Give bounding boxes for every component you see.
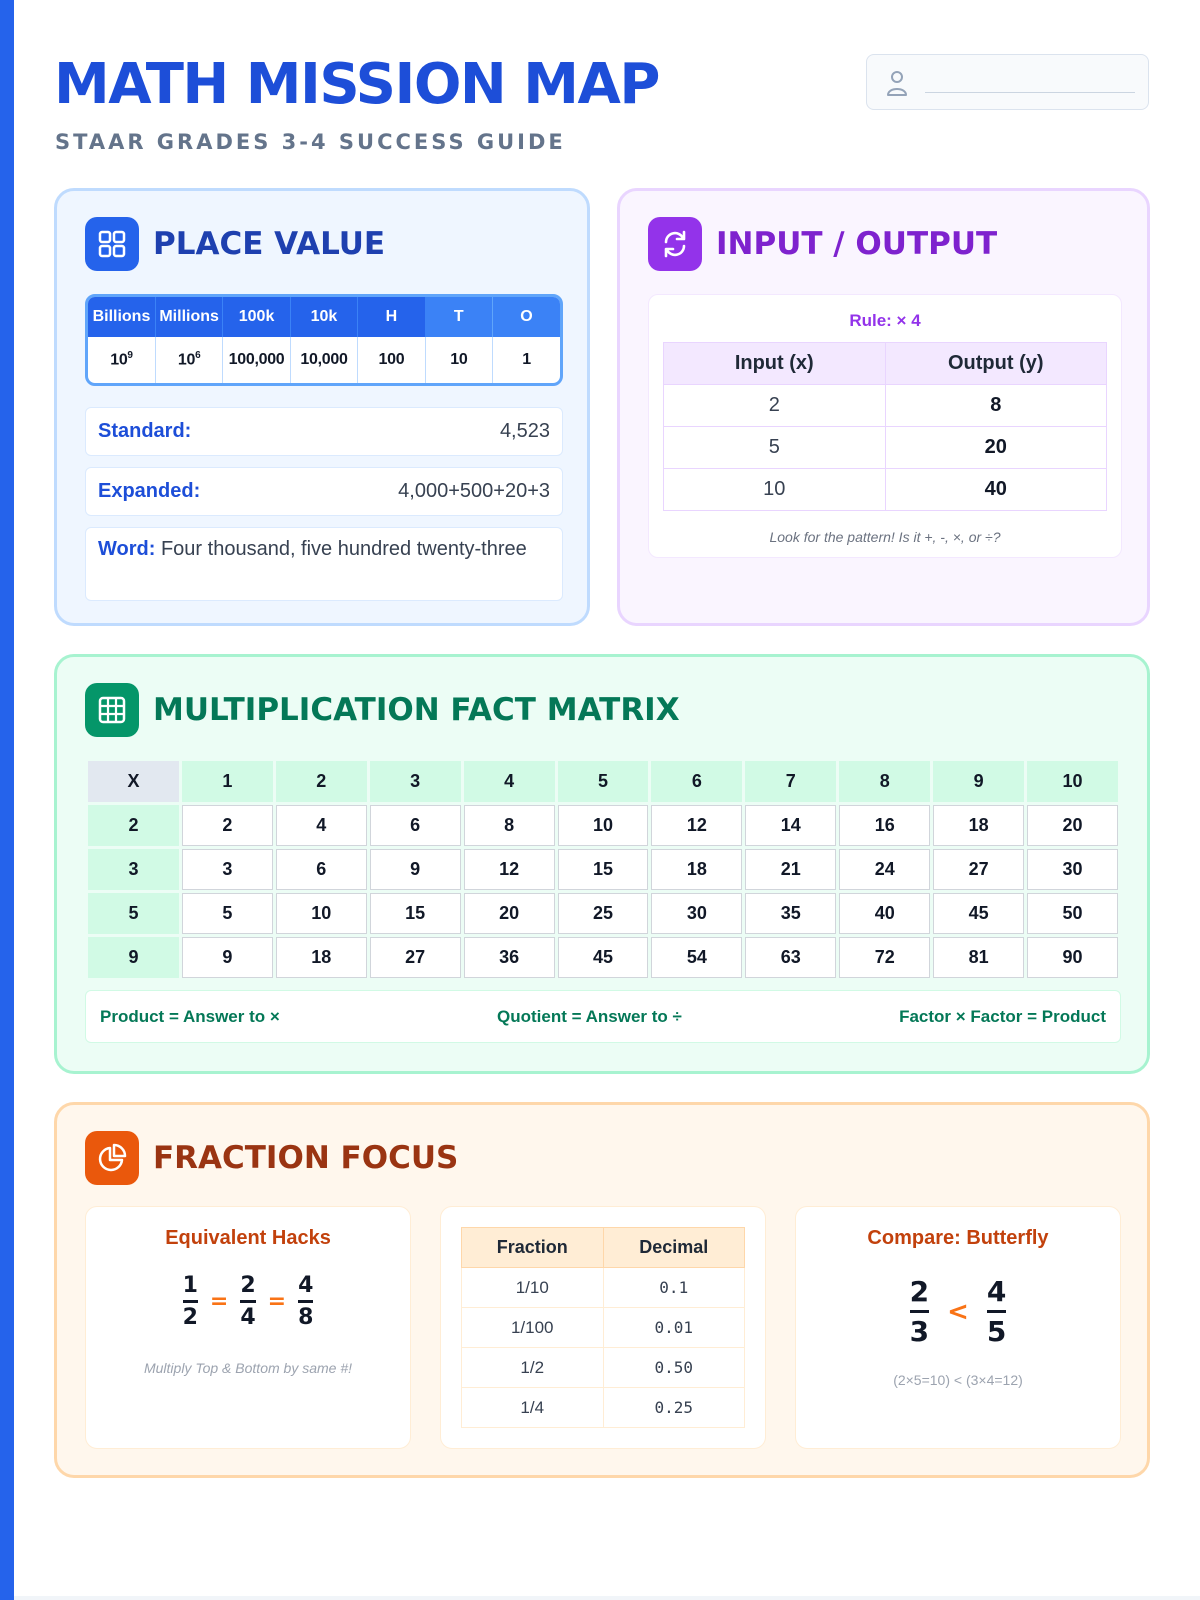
input-cell: 10 (664, 469, 886, 511)
expanded-value: 4,000+500+20+3 (398, 480, 550, 502)
page-title: MATH MISSION MAP (54, 52, 659, 117)
grid-row-header: 9 (88, 937, 179, 978)
product-cell: 18 (276, 937, 367, 978)
product-cell: 10 (558, 805, 649, 846)
product-cell: 45 (558, 937, 649, 978)
product-cell: 20 (464, 893, 555, 934)
refresh-arrows-icon (648, 217, 702, 271)
factor-definition: Factor × Factor = Product (899, 1006, 1106, 1026)
equivalent-fraction-row (86, 1273, 410, 1330)
product-cell: 21 (745, 849, 836, 890)
place-value-cell: $10^9$ (88, 337, 155, 383)
input-output-card (617, 188, 1150, 626)
equals-sign: = (209, 1289, 229, 1314)
grid-column-header: 2 (276, 761, 367, 802)
table-row (664, 469, 1107, 511)
product-cell: 16 (839, 805, 930, 846)
fraction-decimal-table (461, 1227, 745, 1428)
product-cell: 15 (558, 849, 649, 890)
place-value-cell: 10 (425, 337, 492, 383)
place-value-header (85, 217, 385, 271)
compare-row (796, 1275, 1120, 1348)
equivalent-hint: Multiply Top & Bottom by same #! (143, 1360, 353, 1376)
place-value-column-header: T (425, 297, 492, 337)
product-cell: 12 (651, 805, 742, 846)
multiplication-header (85, 683, 680, 737)
compare-note: (2×5=10) < (3×4=12) (893, 1372, 1023, 1388)
equivalent-title: Equivalent Hacks (165, 1227, 331, 1249)
word-label: Word: (98, 538, 156, 560)
pie-chart-icon (85, 1131, 139, 1185)
product-cell: 30 (651, 893, 742, 934)
grid-column-header: 5 (558, 761, 649, 802)
fraction-card (54, 1102, 1150, 1478)
grid-row-header: 3 (88, 849, 179, 890)
fraction: 2 4 (240, 1273, 256, 1330)
product-cell: 24 (839, 849, 930, 890)
product-cell: 9 (182, 937, 273, 978)
fraction-decimal-box (440, 1206, 766, 1449)
pattern-hint: Look for the pattern! Is it +, -, ×, or ÷? (769, 529, 1001, 545)
word-form-row (85, 527, 563, 601)
decimal-cell: 0.01 (603, 1308, 745, 1348)
quotient-definition: Quotient = Answer to ÷ (497, 1006, 682, 1026)
decimal-cell: 0.1 (603, 1268, 745, 1308)
decimal-cell: 0.25 (603, 1388, 745, 1428)
compare-title: Compare: Butterfly (867, 1227, 1049, 1249)
fraction-header (85, 1131, 458, 1185)
place-value-column-header: 10k (290, 297, 357, 337)
multiplication-grid (85, 758, 1121, 981)
fraction: 1 2 (182, 1273, 198, 1330)
place-value-column-header: 100k (223, 297, 290, 337)
product-cell: 40 (839, 893, 930, 934)
fraction: 4 5 (986, 1275, 1007, 1348)
product-cell: 18 (933, 805, 1024, 846)
grid-corner: X (88, 761, 179, 802)
grid-row (88, 849, 1118, 890)
expanded-form-row (85, 467, 563, 516)
table-row (462, 1268, 745, 1308)
input-output-panel (648, 294, 1122, 558)
name-field[interactable] (866, 54, 1149, 110)
fraction: 2 3 (909, 1275, 930, 1348)
product-cell: 54 (651, 937, 742, 978)
table-row (664, 385, 1107, 427)
place-value-cell: 100 (358, 337, 425, 383)
place-value-cell: 1 (522, 351, 531, 368)
standard-value: 4,523 (499, 420, 550, 442)
product-cell: 63 (745, 937, 836, 978)
user-icon (885, 69, 909, 97)
grid-row (88, 805, 1118, 846)
grid-row (88, 893, 1118, 934)
grid-row-header: 5 (88, 893, 179, 934)
grid-column-header: 3 (370, 761, 461, 802)
table-row (664, 427, 1107, 469)
product-cell: 15 (370, 893, 461, 934)
product-cell: 12 (464, 849, 555, 890)
product-cell: 6 (276, 849, 367, 890)
table-row (462, 1348, 745, 1388)
place-value-column-header: H (358, 297, 425, 337)
product-cell: 27 (370, 937, 461, 978)
product-cell: 3 (182, 849, 273, 890)
input-output-header (648, 217, 997, 271)
decimal-cell: 0.50 (603, 1348, 745, 1388)
product-cell: 30 (1027, 849, 1118, 890)
product-cell: 14 (745, 805, 836, 846)
name-underline (925, 92, 1135, 93)
place-value-column-header: O (493, 297, 560, 337)
product-cell: 90 (1027, 937, 1118, 978)
product-cell: 36 (464, 937, 555, 978)
page-subtitle: STAAR GRADES 3-4 SUCCESS GUIDE (55, 130, 566, 154)
place-value-cell: 10,000 (290, 337, 357, 383)
place-value-card (54, 188, 590, 626)
bottom-edge (14, 1596, 1200, 1600)
output-cell: 20 (885, 427, 1107, 469)
grid-column-header: 4 (464, 761, 555, 802)
less-than-sign: < (947, 1296, 969, 1327)
grid-row (88, 937, 1118, 978)
product-cell: 20 (1027, 805, 1118, 846)
output-column-header: Output (y) (885, 343, 1107, 385)
grid-column-header: 10 (1027, 761, 1118, 802)
product-definition: Product = Answer to × (100, 1006, 280, 1026)
product-cell: 35 (745, 893, 836, 934)
fraction-title: FRACTION FOCUS (153, 1140, 459, 1176)
product-cell: 4 (276, 805, 367, 846)
fraction: 4 8 (298, 1273, 314, 1330)
place-value-chart (85, 294, 563, 386)
product-cell: 6 (370, 805, 461, 846)
product-cell: 72 (839, 937, 930, 978)
equals-sign: = (267, 1289, 287, 1314)
product-cell: 8 (464, 805, 555, 846)
fraction-cell: 1/100 (462, 1308, 604, 1348)
fraction-column-header: Fraction (462, 1228, 604, 1268)
standard-form-row (85, 407, 563, 456)
product-cell: 9 (370, 849, 461, 890)
compare-fractions-box (795, 1206, 1121, 1449)
table-row (462, 1308, 745, 1348)
output-cell: 40 (885, 469, 1107, 511)
input-output-table (663, 342, 1107, 511)
product-cell: 50 (1027, 893, 1118, 934)
input-cell: 5 (664, 427, 886, 469)
fraction-cell: 1/4 (462, 1388, 604, 1428)
table-grid-icon (85, 683, 139, 737)
grid-column-header: 1 (182, 761, 273, 802)
product-cell: 81 (933, 937, 1024, 978)
multiplication-title: MULTIPLICATION FACT MATRIX (153, 692, 680, 728)
multiplication-card (54, 654, 1150, 1074)
place-value-cell: $10^6$ (155, 337, 222, 383)
output-cell: 8 (885, 385, 1107, 427)
word-value: Four thousand, five hundred twenty-three (160, 538, 527, 560)
grid-four-squares-icon (85, 217, 139, 271)
product-cell: 2 (182, 805, 273, 846)
product-cell: 18 (651, 849, 742, 890)
grid-row-header: 2 (88, 805, 179, 846)
place-value-cell: 100,000 (223, 337, 290, 383)
fraction-cell: 1/2 (462, 1348, 604, 1388)
place-value-title: PLACE VALUE (153, 226, 386, 262)
left-accent-stripe (0, 0, 14, 1600)
grid-column-header: 8 (839, 761, 930, 802)
input-column-header: Input (x) (664, 343, 886, 385)
vocabulary-strip (85, 990, 1121, 1043)
input-output-title: INPUT / OUTPUT (716, 226, 998, 262)
table-row (462, 1388, 745, 1428)
grid-column-header: 7 (745, 761, 836, 802)
input-cell: 2 (664, 385, 886, 427)
product-cell: 5 (182, 893, 273, 934)
grid-column-header: 9 (933, 761, 1024, 802)
product-cell: 45 (933, 893, 1024, 934)
equivalent-fractions-box (85, 1206, 411, 1449)
expanded-label: Expanded: (98, 480, 201, 502)
decimal-column-header: Decimal (603, 1228, 745, 1268)
product-cell: 25 (558, 893, 649, 934)
product-cell: 10 (276, 893, 367, 934)
place-value-column-header: Millions (155, 297, 222, 337)
grid-column-header: 6 (651, 761, 742, 802)
product-cell: 27 (933, 849, 1024, 890)
place-value-column-header: Billions (88, 297, 155, 337)
fraction-cell: 1/10 (462, 1268, 604, 1308)
standard-label: Standard: (98, 420, 192, 442)
function-rule: Rule: × 4 (849, 311, 921, 330)
